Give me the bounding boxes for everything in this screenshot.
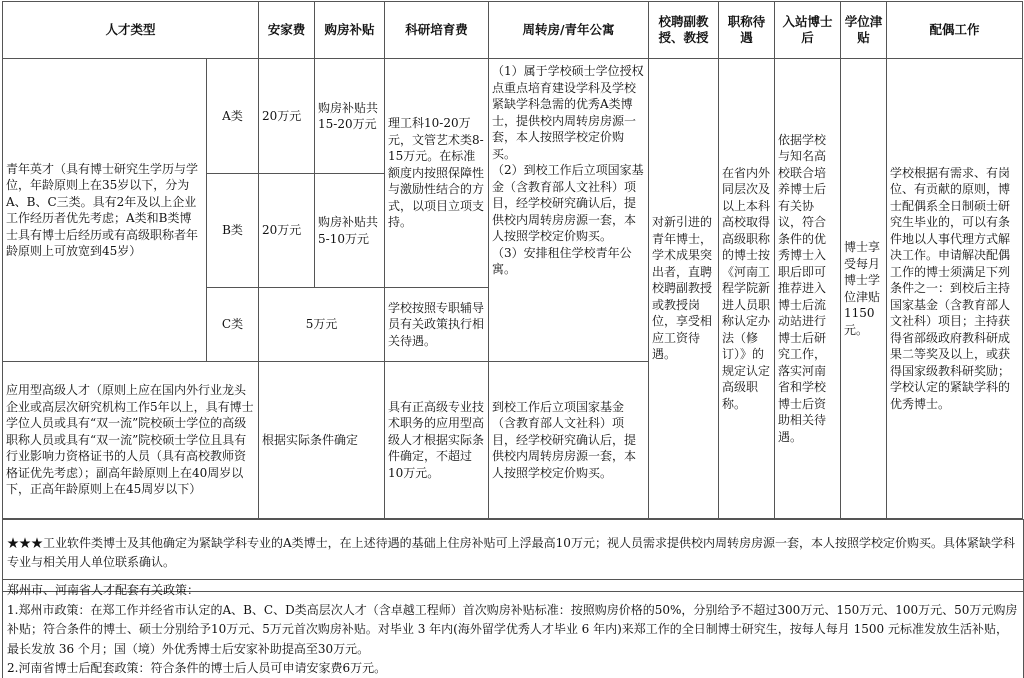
header-talent-type: 人才类型: [3, 2, 259, 59]
star-note: ★★★工业软件类博士及其他确定为紧缺学科专业的A类博士，在上述待遇的基础上住房补贴可上浮最高10万元；视人员需求提供校内周转房房源一套，本人按照学校定价购买。具体紧缺学科专业与相关用人单位联系确认。: [2, 519, 1024, 592]
header-postdoc: 入站博士后: [775, 2, 841, 59]
class-a-housing: 购房补贴共15-20万元: [315, 59, 385, 174]
header-title: 职称待遇: [719, 2, 775, 59]
class-a-label: A类: [207, 59, 259, 174]
notes-item-1: 1.郑州市政策：在郑工作并经省市认定的A、B、C、D类高层次人才（含卓越工程师）首次购房补贴标准：按照购房价格的50%，分别给予不超过300万元、150万元、100万元、50万元购房补贴；符合条件的博士、硕士分别给予10万元、5万元首次购房补贴。对毕业 3 年内(海外留学优秀人才毕业 6 年内)来郑工作的全日制博士研究生，按每人每月 1500 元标准发放生活补贴，最长发放 36 个月；国（境）外优秀博士后安家补助提高至30万元。: [7, 602, 1018, 656]
ab-apartment: （1）属于学校硕士学位授权点重点培育建设学科及学校紧缺学科急需的优秀A类博士，提供校内周转房房源一套，本人按照学校定价购买。 （2）到校工作后立项国家基金（含教育部人文社科）项目，经学校研究确认后，提供校内周转房房源一套，本人按照学校定价购买。 （3）安排租住学校青年公寓。: [489, 59, 649, 362]
class-c-research: 学校按照专职辅导员有关政策执行相关待遇。: [385, 288, 489, 362]
spouse-work: 学校根据有需求、有岗位、有贡献的原则，博士配偶系全日制硕士研究生毕业的，可以有条件地以人事代理方式解决工作。申请解决配偶工作的博士须满足下列条件之一：到校后主持国家基金（含教育部人文社科）项目；主持获得省部级政府教科研成果二等奖及以上，或获得国家级教科研奖励；学校认定的紧缺学科的优秀博士。: [887, 59, 1023, 519]
applied-talent-desc: 应用型高级人才（原则上应在国内外行业龙头企业或高层次研究机构工作5年以上，具有博士学位人员或具有“双一流”院校硕士学位的高级职称人员或具有“双一流”院校硕士学位且具有行业影响力资格证书的人员（具有高校教师资格证优先考虑）；副高年龄原则上在40周岁以下，正高年龄原则上在45周岁以下）: [3, 362, 259, 519]
class-b-housing: 购房补贴共5-10万元: [315, 174, 385, 288]
applied-apartment: 到校工作后立项国家基金（含教育部人文社科）项目，经学校研究确认后，提供校内周转房房源一套，本人按照学校定价购买。: [489, 362, 649, 519]
header-spouse: 配偶工作: [887, 2, 1023, 59]
title-treatment: 在省内外同层次及以上本科高校取得高级职称的博士按《河南工程学院新进人员职称认定办法（修订）》的规定认定高级职称。: [719, 59, 775, 519]
ab-research-fund: 理工科10-20万元，文管艺术类8-15万元。在标准额度内按照保障性与激励性结合的方式，以项目立项支持。: [385, 59, 489, 288]
class-b-label: B类: [207, 174, 259, 288]
class-c-fee: 5万元: [259, 288, 385, 362]
header-appoint: 校聘副教授、教授: [649, 2, 719, 59]
row-a: [3, 59, 1023, 174]
applied-fee: 根据实际条件确定: [259, 362, 385, 519]
notes-heading: 郑州市、河南省人才配套有关政策：: [7, 583, 200, 597]
young-talent-desc: 青年英才（具有博士研究生学历与学位，年龄原则上在35岁以下，分为A、B、C三类。具有2年及以上企业工作经历者优先考虑；A类和B类博士具有博士后经历或有高级职称者年龄原则上可放宽到45岁）: [3, 59, 207, 362]
appoint-professor: 对新引进的青年博士，学术成果突出者，直聘校聘副教授或教授岗位，享受相应工资待遇。: [649, 59, 719, 519]
postdoc-entry: 依据学校与知名高校联合培养博士后有关协议，符合条件的优秀博士入职后即可推荐进入博士后流动站进行博士后研究工作，落实河南省和学校博士后资助相关待遇。: [775, 59, 841, 519]
city-province-notes: [2, 579, 1024, 678]
notes-item-2: 2.河南省博士后配套政策：符合条件的博士后人员可申请安家费6万元。: [7, 661, 387, 676]
talent-policy-table: [2, 1, 1023, 519]
class-c-label: C类: [207, 288, 259, 362]
class-b-fee: 20万元: [259, 174, 315, 288]
header-settle-fee: 安家费: [259, 2, 315, 59]
class-a-fee: 20万元: [259, 59, 315, 174]
header-allowance: 学位津贴: [841, 2, 887, 59]
header-housing: 购房补贴: [315, 2, 385, 59]
header-apartment: 周转房/青年公寓: [489, 2, 649, 59]
header-row: [3, 2, 1023, 59]
applied-research: 具有正高级专业技术职务的应用型高级人才根据实际条件确定，不超过10万元。: [385, 362, 489, 519]
degree-allowance: 博士享受每月博士学位津贴1150元。: [841, 59, 887, 519]
header-research: 科研培育费: [385, 2, 489, 59]
